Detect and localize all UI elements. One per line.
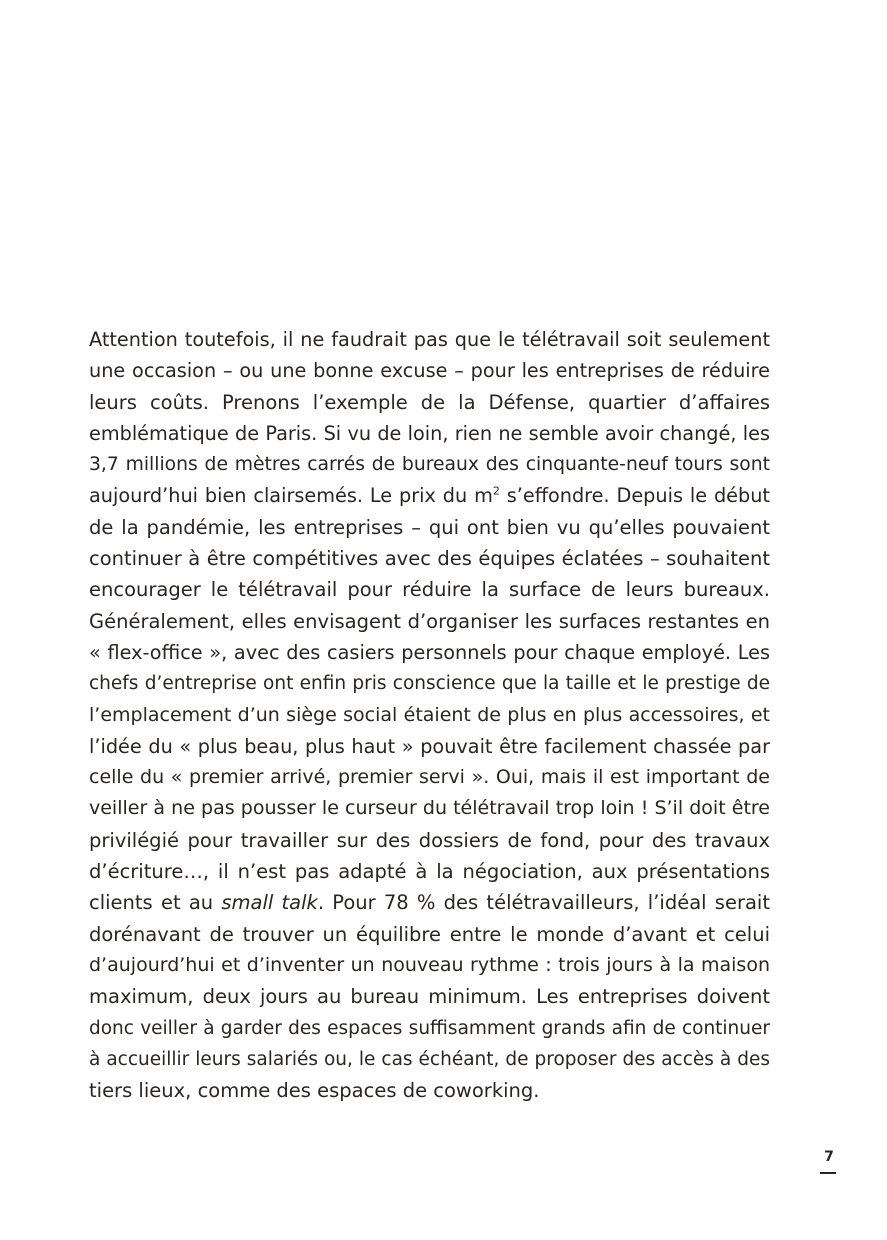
text-line: veiller à ne pas pousser le curseur du télétravail trop loin ! S’il doit être [89,797,770,820]
superscript-exponent: 2 [492,485,500,499]
text-line: emblématique de Paris. Si vu de loin, rien ne semble avoir changé, les [89,421,770,445]
text-line: l’idée du « plus beau, plus haut » pouvait être facilement chassée par [89,734,770,758]
page-number-underline [820,1172,836,1174]
text-line: maximum, deux jours au bureau minimum. Les entreprises doivent [89,985,770,1009]
text-line: dorénavant de trouver un équilibre entre le monde d’avant et celui [89,922,770,946]
text-line: de la pandémie, les entreprises – qui ont bien vu qu’elles pouvaient [89,515,770,539]
text-line: 3,7 millions de mètres carrés de bureaux des cinquante-neuf tours sont [89,454,770,476]
text-line: Attention toutefois, il ne faudrait pas que le télétravail soit seulement [89,328,770,351]
text-line: à accueillir leurs salariés ou, le cas échéant, de proposer des accès à des [89,1048,770,1070]
text-line: d’écriture…, il n’est pas adapté à la négociation, aux présentations [89,860,770,884]
text-line: continuer à être compétitives avec des équipes éclatées – souhaitent [89,547,770,571]
text-line: tiers lieux, comme des espaces de coworking. [89,1079,540,1103]
text-line: privilégié pour travailler sur des dossiers de fond, pour des travaux [89,828,770,852]
text-line: d’aujourd’hui et d’inventer un nouveau rythme : trois jours à la maison [89,953,770,976]
text-line: Généralement, elles envisagent d’organiser les surfaces restantes en [89,609,770,633]
body-paragraph [89,324,770,1106]
text-line: clients et au small talk. Pour 78 % des télétravailleurs, l’idéal serait [89,891,770,915]
text-line: aujourd’hui bien clairsemés. Le prix du $m^2$ s’effondre. Depuis le début [89,484,770,508]
text-line: chefs d’entreprise ont enfin pris conscience que la taille et le prestige de [89,673,770,695]
text-line: leurs coûts. Prenons l’exemple de la Défense, quartier d’affaires [89,390,770,414]
text-line: l’emplacement d’un siège social étaient de plus en plus accessoires, et [89,703,770,726]
italic-term: small talk [221,891,318,915]
text-line: une occasion – ou une bonne excuse – pour les entreprises de réduire [89,359,770,383]
text-line: celle du « premier arrivé, premier servi ». Oui, mais il est important de [89,766,770,789]
text-line: donc veiller à garder des espaces suffisamment grands afin de continuer [89,1017,770,1039]
page-number: 7 [824,1149,834,1165]
text-line: encourager le télétravail pour réduire la surface de leurs bureaux. [89,578,770,602]
text-line: « flex-office », avec des casiers personnels pour chaque employé. Les [89,640,770,664]
